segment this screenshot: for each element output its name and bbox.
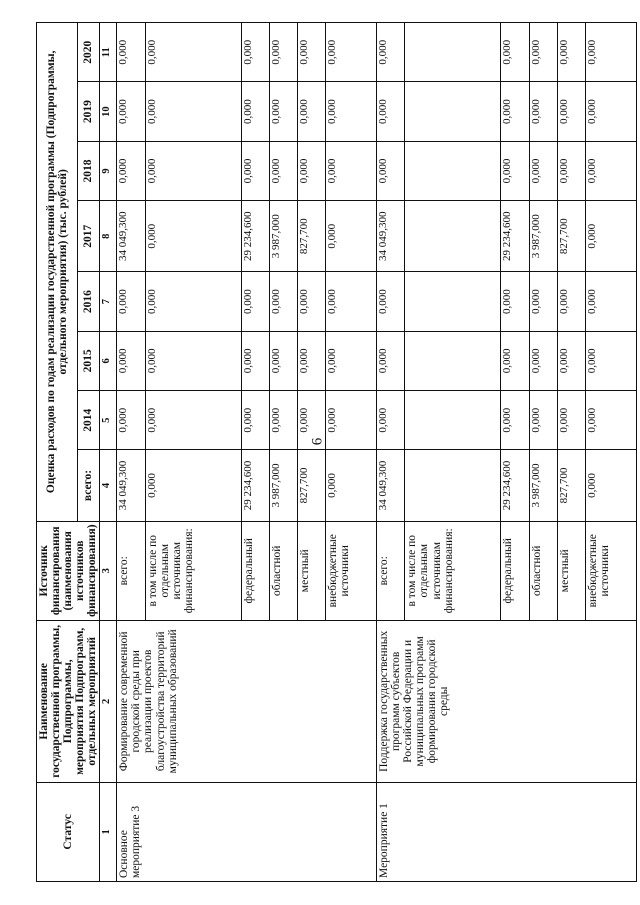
year-value-cell: 0,000 [298,82,326,141]
year-value-cell: 0,000 [557,391,585,450]
year-value-cell: 0,000 [117,141,145,200]
year-value-cell: 0,000 [501,23,529,83]
funding-source-cell: областной [269,521,297,620]
year-value-cell: 0,000 [529,23,557,83]
year-value-cell: 0,000 [557,272,585,331]
year-value-cell: 0,000 [377,23,405,83]
year-value-cell: 0,000 [326,331,377,390]
year-value-cell: 0,000 [117,23,145,83]
funding-source-cell: внебюджетные источники [586,521,637,620]
year-value-cell: 0,000 [298,23,326,83]
header-name: Наименование государственной программы, Подпрограммы, мероприятия Подпрограмм, отдельных мероприятий [37,620,100,782]
year-value-cell: 0,000 [117,82,145,141]
column-index: 8 [100,201,117,272]
year-value-cell: 0,000 [298,391,326,450]
program-name-cell: Поддержка государственных программ субъектов Российской Федерации и муниципальных программ формирования городской среды [377,620,637,782]
total-value-cell: 29 234,600 [241,450,269,521]
total-value-cell: 827,700 [557,450,585,521]
total-value-cell: 34 049,300 [377,450,405,521]
year-value-cell [405,331,501,390]
header-year: 2018 [77,141,100,200]
total-value-cell: 0,000 [145,450,241,521]
year-value-cell: 3 987,000 [529,201,557,272]
year-value-cell [405,141,501,200]
total-value-cell: 3 987,000 [529,450,557,521]
year-value-cell: 0,000 [145,23,241,83]
year-value-cell [405,23,501,83]
year-value-cell: 827,700 [557,201,585,272]
column-index: 6 [100,331,117,390]
year-value-cell: 3 987,000 [269,201,297,272]
year-value-cell: 0,000 [241,82,269,141]
year-value-cell: 0,000 [145,82,241,141]
year-value-cell: 0,000 [501,141,529,200]
funding-source-cell: всего: [117,521,145,620]
total-value-cell: 34 049,300 [117,450,145,521]
status-cell: Мероприятие 1 [377,782,637,881]
header-year: 2015 [77,331,100,390]
year-value-cell: 0,000 [241,141,269,200]
year-value-cell: 0,000 [298,331,326,390]
year-value-cell: 0,000 [241,272,269,331]
year-value-cell: 0,000 [145,141,241,200]
header-year: 2020 [77,23,100,83]
year-value-cell: 0,000 [117,331,145,390]
year-value-cell: 0,000 [145,201,241,272]
year-value-cell: 0,000 [529,331,557,390]
year-value-cell: 0,000 [298,272,326,331]
year-value-cell: 29 234,600 [241,201,269,272]
funding-source-cell: местный [557,521,585,620]
column-index: 9 [100,141,117,200]
header-estimate: Оценка расходов по годам реализации государственной программы (Подпрограммы, отдельного мероприятия) (тыс. рублей) [37,23,78,522]
table-row [117,23,145,882]
column-index: 2 [100,620,117,782]
program-name-cell: Формирование современной городской среды при реализации проектов благоустройства территорий муниципальных образований [117,620,377,782]
year-value-cell: 0,000 [557,82,585,141]
header-year: 2017 [77,201,100,272]
funding-source-cell: в том числе по отдельным источникам финансирования: [405,521,501,620]
year-value-cell: 0,000 [145,391,241,450]
year-value-cell: 0,000 [377,272,405,331]
column-index: 7 [100,272,117,331]
header-total: всего: [77,450,100,521]
year-value-cell: 0,000 [529,141,557,200]
header-status: Статус [37,782,100,881]
funding-source-cell: областной [529,521,557,620]
total-value-cell: 827,700 [298,450,326,521]
table-body [117,23,637,882]
year-value-cell: 0,000 [326,141,377,200]
year-value-cell: 0,000 [241,391,269,450]
year-value-cell: 0,000 [377,82,405,141]
column-index: 3 [100,521,117,620]
year-value-cell: 0,000 [241,331,269,390]
budget-table [36,22,637,882]
year-value-cell: 0,000 [326,23,377,83]
year-value-cell: 29 234,600 [501,201,529,272]
year-value-cell: 0,000 [501,331,529,390]
year-value-cell: 0,000 [529,82,557,141]
year-value-cell: 0,000 [586,82,637,141]
year-value-cell: 0,000 [117,391,145,450]
header-source: Источник финансирования (наименования источников финансирования) [37,521,100,620]
column-index: 10 [100,82,117,141]
year-value-cell: 0,000 [269,391,297,450]
year-value-cell [405,391,501,450]
year-value-cell [405,201,501,272]
header-year: 2019 [77,82,100,141]
year-value-cell: 0,000 [501,391,529,450]
year-value-cell: 0,000 [557,141,585,200]
year-value-cell: 0,000 [269,331,297,390]
year-value-cell: 0,000 [298,141,326,200]
year-value-cell: 827,700 [298,201,326,272]
total-value-cell [405,450,501,521]
year-value-cell: 0,000 [269,272,297,331]
year-value-cell: 0,000 [557,331,585,390]
year-value-cell: 0,000 [586,331,637,390]
table-row [377,23,405,882]
funding-source-cell: в том числе по отдельным источникам финансирования: [145,521,241,620]
budget-table-container [36,22,616,882]
year-value-cell: 0,000 [269,82,297,141]
column-index: 1 [100,782,117,881]
year-value-cell: 0,000 [586,201,637,272]
funding-source-cell: федеральный [501,521,529,620]
funding-source-cell: местный [298,521,326,620]
funding-source-cell: всего: [377,521,405,620]
year-value-cell: 0,000 [117,272,145,331]
year-value-cell: 0,000 [326,82,377,141]
header-year: 2014 [77,391,100,450]
year-value-cell: 34 049,300 [117,201,145,272]
column-index-row [100,23,117,882]
total-value-cell: 29 234,600 [501,450,529,521]
year-value-cell [405,272,501,331]
column-index: 11 [100,23,117,83]
year-value-cell: 0,000 [586,272,637,331]
year-value-cell: 0,000 [326,201,377,272]
funding-source-cell: внебюджетные источники [326,521,377,620]
year-value-cell: 0,000 [501,272,529,331]
total-value-cell: 0,000 [326,450,377,521]
year-value-cell: 0,000 [586,23,637,83]
year-value-cell: 0,000 [145,331,241,390]
total-value-cell: 0,000 [586,450,637,521]
year-value-cell: 0,000 [557,23,585,83]
page-number: 6 [309,437,326,446]
year-value-cell: 0,000 [326,272,377,331]
year-value-cell: 0,000 [269,23,297,83]
header-row-1 [37,23,78,882]
year-value-cell: 34 049,300 [377,201,405,272]
column-index: 4 [100,450,117,521]
year-value-cell: 0,000 [377,141,405,200]
year-value-cell: 0,000 [501,82,529,141]
year-value-cell: 0,000 [586,141,637,200]
column-index: 5 [100,391,117,450]
year-value-cell: 0,000 [529,391,557,450]
year-value-cell [405,82,501,141]
status-cell: Основное мероприятие 3 [117,782,377,881]
year-value-cell: 0,000 [145,272,241,331]
year-value-cell: 0,000 [269,141,297,200]
year-value-cell: 0,000 [377,391,405,450]
year-value-cell: 0,000 [586,391,637,450]
year-value-cell: 0,000 [241,23,269,83]
year-value-cell: 0,000 [326,391,377,450]
header-year: 2016 [77,272,100,331]
year-value-cell: 0,000 [529,272,557,331]
year-value-cell: 0,000 [377,331,405,390]
funding-source-cell: федеральный [241,521,269,620]
total-value-cell: 3 987,000 [269,450,297,521]
